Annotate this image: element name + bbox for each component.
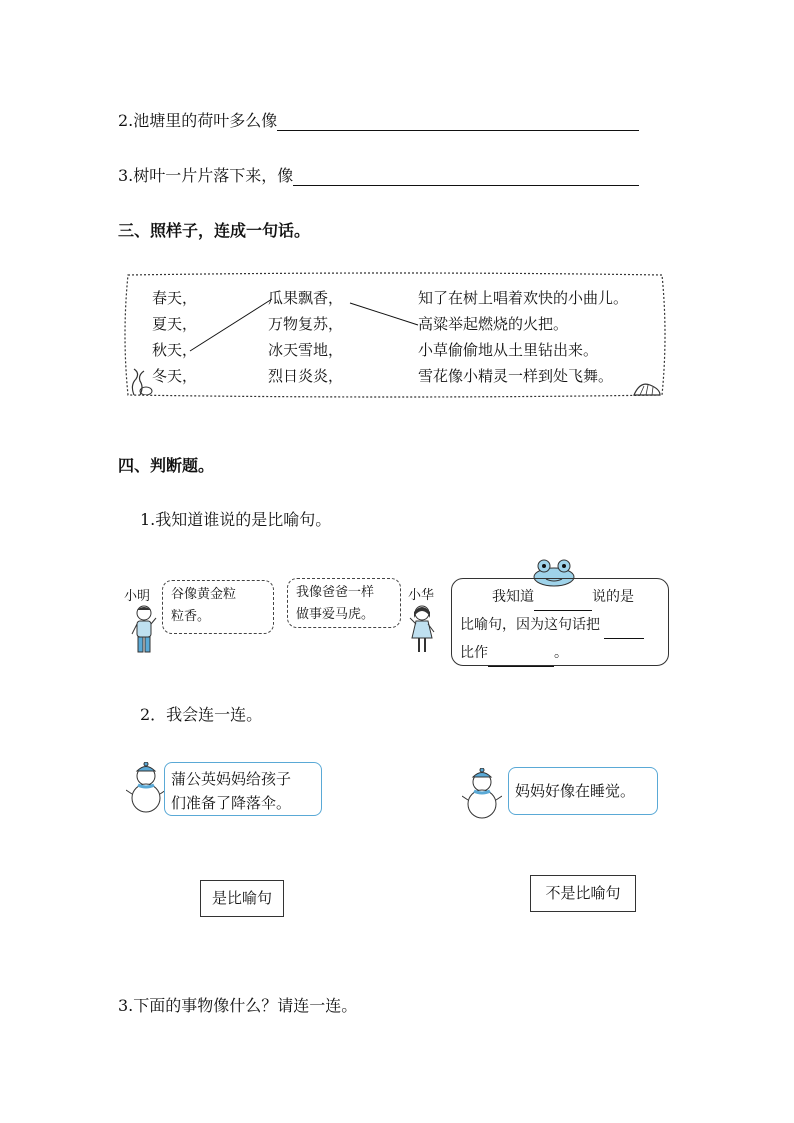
shell-icon: [630, 379, 664, 399]
question-2-text: 2.池塘里的荷叶多么像: [118, 111, 278, 130]
answer-text: 比作: [460, 645, 488, 661]
section-3-heading: 三、照样子，连成一句话。: [118, 221, 311, 240]
right-bubble-line: 我像爸爸一样: [296, 585, 375, 600]
left-speech-bubble: [162, 580, 274, 634]
col1-item: 春天，: [152, 289, 198, 307]
box-not-metaphor[interactable]: 不是比喻句: [530, 875, 636, 912]
snowman-icon: [126, 762, 166, 816]
col2-item: 万物复苏，: [268, 315, 344, 333]
girl-icon: [408, 604, 436, 656]
left-sentence-line: 蒲公英妈妈给孩子: [171, 770, 292, 788]
matching-box: [122, 271, 668, 399]
item-3-title: 3.下面的事物像什么？请连一连。: [118, 996, 358, 1015]
question-2: [118, 108, 639, 131]
left-speaker-name: 小明: [124, 589, 151, 604]
item-2-title: 2．我会连一连。: [140, 705, 263, 724]
question-3: [118, 163, 639, 186]
answer-blank-speaker[interactable]: [534, 594, 592, 611]
answer-text: 我知道: [492, 589, 534, 605]
snowman-icon: [462, 768, 502, 822]
answer-line-2[interactable]: [277, 112, 639, 131]
answer-blank-object[interactable]: [488, 650, 554, 667]
section-4-heading: 四、判断题。: [118, 456, 215, 475]
answer-line-3[interactable]: [293, 167, 639, 186]
col1-item: 夏天，: [152, 315, 198, 333]
answer-box: [451, 578, 669, 666]
right-sentence-bubble: [508, 767, 658, 815]
answer-blank-subject[interactable]: [604, 622, 644, 639]
example-line-2: [350, 303, 418, 325]
col1-item: 秋天，: [152, 341, 198, 359]
right-speech-bubble: [287, 578, 401, 628]
col3-item: 小草偷偷地从土里钻出来。: [418, 341, 599, 359]
answer-text: 比喻句，因为这句话把: [460, 617, 600, 633]
answer-text: 。: [554, 645, 568, 661]
item-1-title: 1.我知道谁说的是比喻句。: [140, 510, 332, 529]
col2-item: 瓜果飘香，: [268, 289, 344, 307]
col2-item: 烈日炎炎，: [268, 367, 344, 385]
seaweed-icon: [128, 367, 154, 395]
col1-item: 冬天，: [152, 367, 198, 385]
col3-item: 高粱举起燃烧的火把。: [418, 315, 569, 333]
box-is-metaphor[interactable]: 是比喻句: [200, 880, 284, 917]
col2-item: 冰天雪地，: [268, 341, 344, 359]
boy-icon: [130, 604, 158, 656]
question-3-text: 3.树叶一片片落下来，像: [118, 166, 294, 185]
col3-item: 雪花像小精灵一样到处飞舞。: [418, 367, 614, 385]
left-bubble-line: 粒香。: [171, 609, 211, 624]
answer-text: 说的是: [592, 589, 634, 605]
col3-item: 知了在树上唱着欢快的小曲儿。: [418, 289, 629, 307]
left-sentence-line: 们准备了降落伞。: [171, 794, 292, 812]
left-sentence-bubble: [164, 762, 322, 816]
example-line-1: [190, 299, 272, 351]
left-bubble-line: 谷像黄金粒: [171, 587, 237, 602]
right-speaker-name: 小华: [408, 588, 435, 603]
right-bubble-line: 做事爱马虎。: [296, 607, 375, 622]
right-sentence-text: 妈妈好像在睡觉。: [515, 782, 636, 800]
